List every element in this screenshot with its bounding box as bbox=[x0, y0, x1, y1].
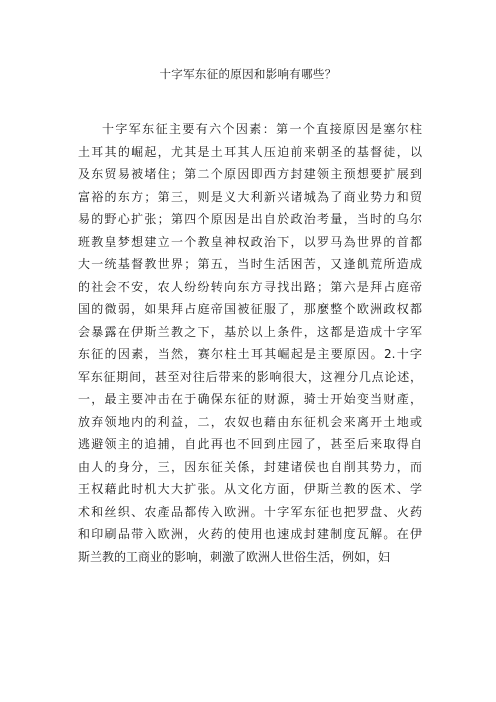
paragraph-line: 十字军东征主要有六个因素：第一个直接原因是塞尔柱 bbox=[102, 122, 422, 136]
paragraph-line: 军东征期间，甚至对往后带来的影响很大，这裡分几点论述， bbox=[78, 369, 422, 384]
paragraph-line: 和印刷品带入欧洲，火药的使用也速成封建制度瓦解。在伊 bbox=[78, 527, 422, 541]
paragraph-line: 东征的因素，当然，赛尔柱土耳其崛起是主要原因。2.十字 bbox=[78, 347, 422, 361]
paragraph-line: 易的野心扩张；第四个原因是出自於政治考量，当时的乌尔 bbox=[78, 212, 422, 226]
paragraph-line: 由人的身分，三，因东征关係，封建诸侯也自削其势力，而 bbox=[78, 459, 422, 474]
paragraph-line: 富裕的东方；第三，则是义大利新兴诸城為了商业势力和贸 bbox=[78, 189, 422, 204]
paragraph-line: 的社会不安，农人纷纷转向东方寻找出路；第六是拜占庭帝 bbox=[78, 279, 422, 294]
paragraph-line: 术和丝织、农產品都传入欧洲。十字军东征也把罗盘、火药 bbox=[78, 504, 422, 519]
paragraph-line: 王权藉此时机大大扩张。从文化方面，伊斯兰教的医术、学 bbox=[78, 482, 422, 496]
paragraph-line: 大一统基督教世界；第五，当时生活困苦，又逢飢荒所造成 bbox=[78, 257, 422, 271]
paragraph-line: 会暴露在伊斯兰教之下，基於以上条件，这都是造成十字军 bbox=[78, 324, 422, 339]
paragraph-line: 班教皇梦想建立一个教皇神权政治下，以罗马為世界的首都 bbox=[78, 234, 422, 249]
document-body bbox=[78, 118, 422, 568]
paragraph-line: 逃避领主的追捕，自此再也不回到庄园了，甚至后来取得自 bbox=[78, 437, 422, 451]
paragraph-line: 国的微弱，如果拜占庭帝国被征服了，那麼整个欧洲政权都 bbox=[78, 302, 422, 316]
paragraph-line: 一，最主要冲击在于确保东征的财源，骑士开始变当财產， bbox=[78, 392, 422, 406]
paragraph-line: 放弃领地内的利益，二，农奴也藉由东征机会来离开土地或 bbox=[78, 414, 422, 429]
paragraph-line: 土耳其的崛起，尤其是土耳其人压迫前来朝圣的基督徒，以 bbox=[78, 144, 422, 159]
paragraph-line: 斯兰教的工商业的影响，刺激了欧洲人世俗生活，例如，妇 bbox=[78, 549, 391, 564]
document-title: 十字军东征的原因和影响有哪些？ bbox=[159, 67, 337, 81]
paragraph-line: 及东贸易被堵住；第二个原因即西方封建领主预想要扩展到 bbox=[78, 167, 422, 181]
